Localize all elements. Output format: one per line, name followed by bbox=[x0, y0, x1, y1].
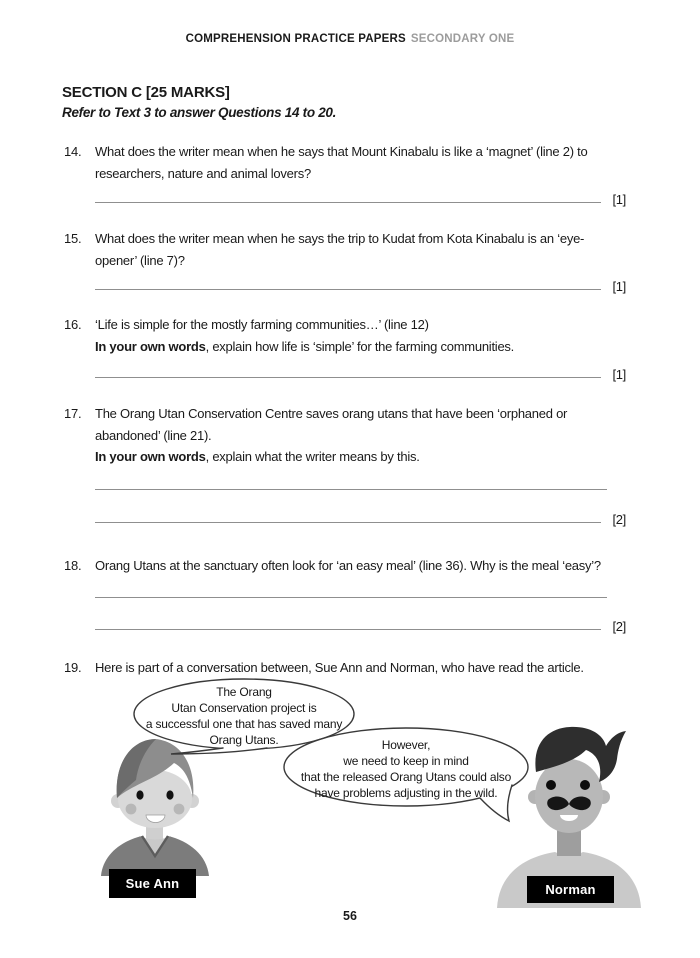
bold-lead: In your own words bbox=[95, 338, 206, 354]
question-number: 14. bbox=[64, 144, 82, 159]
question-number: 16. bbox=[64, 317, 82, 332]
marks-label: [1] bbox=[612, 192, 626, 207]
marks-label: [1] bbox=[612, 367, 626, 382]
sue-eye bbox=[136, 790, 143, 799]
marks-label: [2] bbox=[612, 512, 626, 527]
header-title: COMPREHENSION PRACTICE PAPERS bbox=[185, 33, 406, 45]
question-text: ‘Life is simple for the mostly farming communities…’ (line 12) In your own words, explain how life is ‘simple’ for the farming communities. bbox=[95, 317, 515, 354]
answer-rule bbox=[95, 288, 601, 290]
answer-line-q15 bbox=[95, 270, 626, 294]
answer-rule bbox=[95, 628, 601, 630]
sue-ann-bubble-text: The Orang Utan Conservation project is a successful one that has saved many Orang Utans. bbox=[145, 685, 343, 747]
page-number: 56 bbox=[343, 909, 357, 923]
question-18 bbox=[64, 555, 601, 577]
marks-label: [2] bbox=[612, 619, 626, 634]
section-instruction: Refer to Text 3 to answer Questions 14 to 20. bbox=[62, 105, 337, 120]
norman-eye bbox=[580, 780, 590, 790]
question-text: Orang Utans at the sanctuary often look for ‘an easy meal’ (line 36). Why is the meal ‘easy’? bbox=[95, 558, 601, 573]
page-header bbox=[0, 33, 700, 45]
question-15 bbox=[64, 228, 584, 271]
question-number: 17. bbox=[64, 406, 82, 421]
norman-name-tag: Norman bbox=[527, 876, 614, 903]
header-subtitle: SECONDARY ONE bbox=[410, 33, 515, 45]
question-number: 19. bbox=[64, 660, 82, 675]
question-text: What does the writer mean when he says that Mount Kinabalu is like a ‘magnet’ (line 2) to researchers, nature and animal lovers? bbox=[95, 144, 588, 181]
question-text: The Orang Utan Conservation Centre saves orang utans that have been ‘orphaned or abandoned’ (line 21). In your own words, explain what the writer means by this. bbox=[95, 406, 568, 464]
answer-line-q17-2 bbox=[95, 503, 626, 527]
answer-rule bbox=[95, 201, 601, 203]
answer-line-q16 bbox=[95, 358, 626, 382]
norman-eye bbox=[546, 780, 556, 790]
question-number: 15. bbox=[64, 231, 82, 246]
answer-line-q14 bbox=[95, 183, 626, 207]
answer-line-q18-1 bbox=[95, 578, 607, 598]
question-17 bbox=[64, 403, 567, 468]
question-16 bbox=[64, 314, 514, 357]
question-14 bbox=[64, 141, 587, 184]
bold-lead: In your own words bbox=[95, 449, 206, 464]
answer-rule bbox=[95, 488, 607, 490]
sue-ann-name-tag: Sue Ann bbox=[109, 869, 196, 898]
marks-label: [1] bbox=[612, 279, 626, 294]
section-heading: SECTION C [25 MARKS] bbox=[62, 84, 230, 101]
question-text: What does the writer mean when he says the trip to Kudat from Kota Kinabalu is an ‘eye- opener’ (line 7)? bbox=[95, 231, 585, 268]
question-number: 18. bbox=[64, 558, 82, 573]
answer-line-q17-1 bbox=[95, 470, 607, 490]
answer-rule bbox=[95, 376, 601, 378]
norman-bubble-text: However, we need to keep in mind that the released Orang Utans could also have problems adjusting in the wild. bbox=[300, 738, 512, 800]
question-text: Here is part of a conversation between, Sue Ann and Norman, who have read the article. bbox=[95, 660, 584, 675]
sue-ann-avatar bbox=[101, 739, 209, 876]
answer-rule bbox=[95, 521, 601, 523]
answer-rule bbox=[95, 596, 607, 598]
answer-line-q18-2 bbox=[95, 610, 626, 634]
sue-eye bbox=[166, 790, 173, 799]
